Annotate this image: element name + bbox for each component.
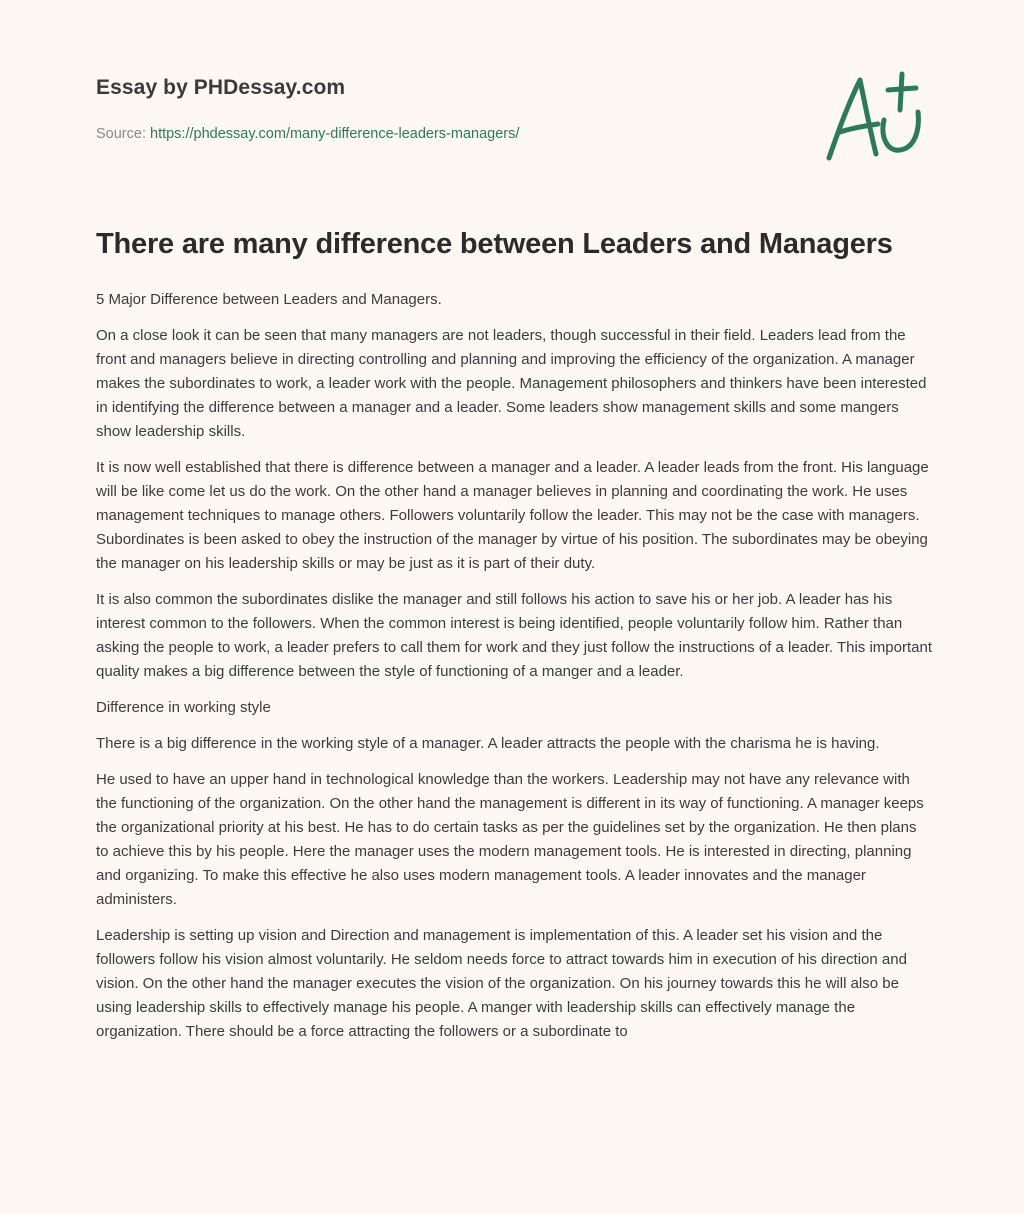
page-header <box>96 76 796 142</box>
paragraph: There is a big difference in the working style of a manager. A leader attracts the people with the charisma he is having. <box>96 735 880 752</box>
paragraph: It is now well established that there is difference between a manager and a leader. A leader leads from the front. His language will be like come let us do the work. On the other hand a manager believes in planning and coordinating the work. He uses management techniques to manage others. Followers voluntarily follow the leader. This may not be the case with managers. Subordinates is been asked to obey the instruction of the manager by virtue of his position. The subordinates may be obeying the manager on his leadership skills or may be just as it is part of their duty. <box>96 459 929 572</box>
paragraph: 5 Major Difference between Leaders and Managers. <box>96 291 442 308</box>
brand-title: Essay by PHDessay.com <box>96 76 346 99</box>
paragraph: On a close look it can be seen that many managers are not leaders, though successful in their field. Leaders lead from the front and managers believe in directing controlling and planning and improving the efficiency of the organization. A manager makes the subordinates to work, a leader work with the people. Management philosophers and thinkers have been interested in identifying the difference between a manager and a leader. Some leaders show management skills and some mangers show leadership skills. <box>96 327 927 440</box>
paragraph: He used to have an upper hand in technological knowledge than the workers. Leadership may not have any relevance with the functioning of the organization. On the other hand the management is different in its way of functioning. A manager keeps the organizational priority at his best. He has to do certain tasks as per the guidelines set by the organization. He then plans to achieve this by his people. Here the manager uses the modern management tools. He is interested in directing, planning and organizing. To make this effective he also uses modern management tools. A leader innovates and the manager administers. <box>96 771 924 908</box>
source-link[interactable]: https://phdessay.com/many-difference-leaders-managers/ <box>150 126 520 142</box>
article <box>96 224 932 1056</box>
a-plus-grade-icon <box>820 66 930 166</box>
paragraph: It is also common the subordinates dislike the manager and still follows his action to save his or her job. A leader has his interest common to the followers. When the common interest is being identified, people voluntarily follow him. Rather than asking the people to work, a leader prefers to call them for work and they just follow the instructions of a leader. This important quality makes a big difference between the style of functioning of a manger and a leader. <box>96 591 932 680</box>
source-label: Source: <box>96 126 150 142</box>
source-line <box>96 126 796 142</box>
article-title: There are many difference between Leaders and Managers <box>96 228 893 260</box>
section-heading: Difference in working style <box>96 699 271 716</box>
paragraph: Leadership is setting up vision and Direction and management is implementation of this. A leader set his vision and the followers follow his vision almost voluntarily. He seldom needs force to attract towards him in execution of his direction and vision. On the other hand the manager executes the vision of the organization. On his journey towards this he will also be using leadership skills to effectively manage his people. A manger with leadership skills can effectively manage the organization. There should be a force attracting the followers or a subordinate to <box>96 927 907 1040</box>
